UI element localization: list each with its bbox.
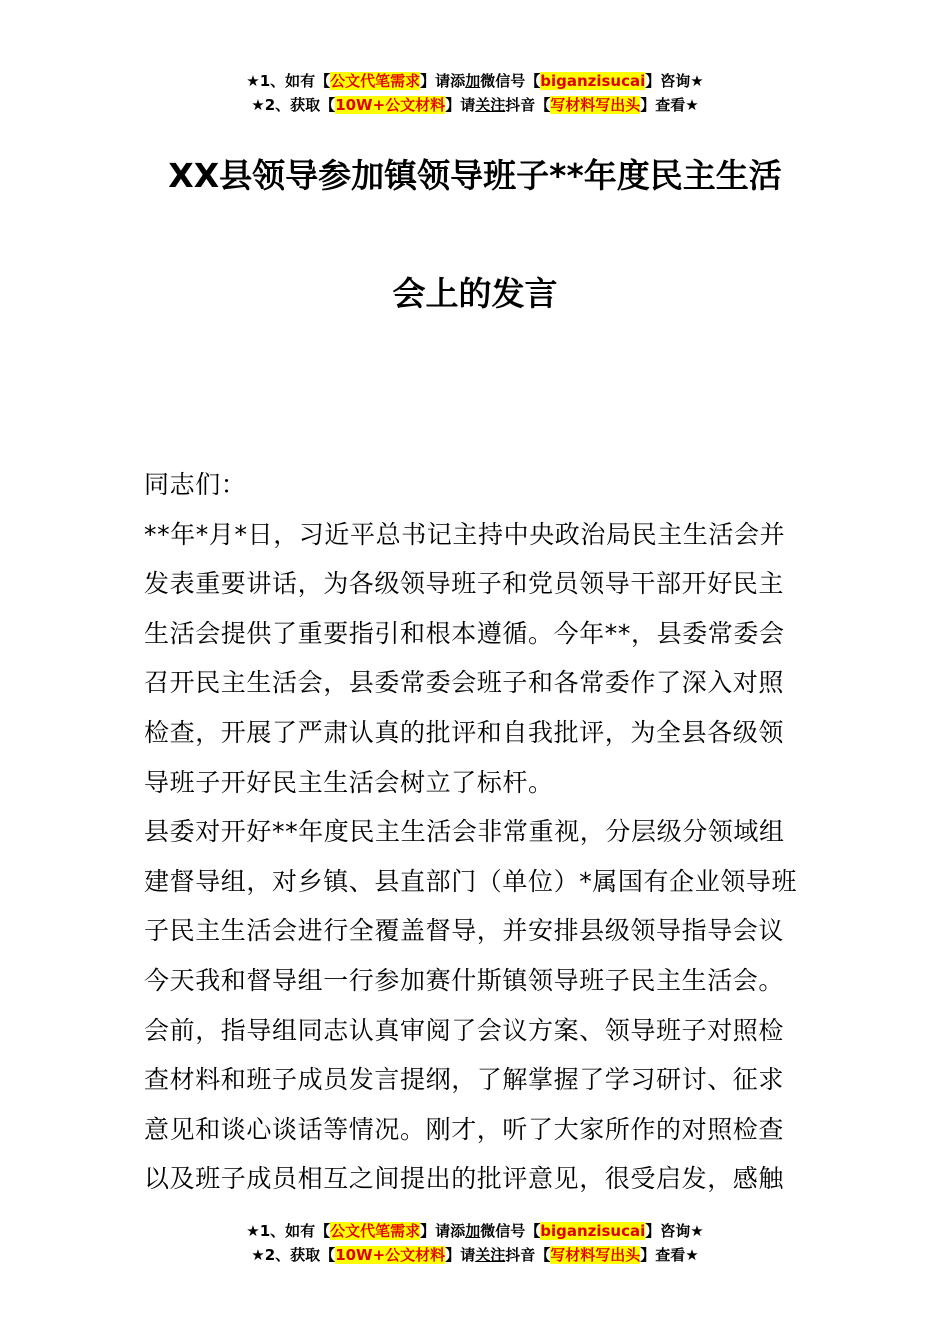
promo-highlight: biganzisucai: [540, 1222, 646, 1240]
promo-underline: 加: [465, 72, 481, 90]
promo-text: 微信号【: [480, 1222, 541, 1240]
body-line: 今天我和督导组一行参加赛什斯镇领导班子民主生活会。: [144, 965, 785, 995]
body-line: 会前，指导组同志认真审阅了会议方案、领导班子对照检: [144, 1015, 785, 1045]
promo-text: ★2、获取【: [251, 96, 336, 114]
promo-underline: 加: [465, 1222, 481, 1240]
promo-text: 】查看★: [640, 96, 699, 114]
body-line: 子民主生活会进行全覆盖督导，并安排县级领导指导会议: [144, 916, 785, 946]
promo-line-2: [0, 93, 950, 117]
promo-highlight: 10W+公文材料: [335, 1246, 446, 1264]
promo-text: 】咨询★: [645, 1222, 704, 1240]
document-body: [144, 460, 810, 1204]
promo-text: ★1、如有【: [246, 72, 331, 90]
promo-underline: 关注: [475, 1246, 506, 1264]
promo-highlight: 公文代笔需求: [330, 72, 421, 90]
promo-text: 微信号【: [480, 72, 541, 90]
document-title-line-2: 会上的发言: [392, 274, 558, 313]
promo-text: ★1、如有【: [246, 1222, 331, 1240]
promo-line-1: [0, 69, 950, 93]
promo-highlight: 写材料写出头: [550, 1246, 641, 1264]
promo-text: ★2、获取【: [251, 1246, 336, 1264]
body-line: 查材料和班子成员发言提纲，了解掌握了学习研讨、征求: [144, 1065, 785, 1095]
salutation: 同志们：: [144, 470, 247, 499]
body-line: 以及班子成员相互之间提出的批评意见，很受启发，感触: [144, 1164, 785, 1194]
promo-line-2: [0, 1243, 950, 1267]
body-line: 检查，开展了严肃认真的批评和自我批评，为全县各级领: [144, 717, 785, 747]
promo-text: 】请添: [420, 72, 466, 90]
promo-highlight: 10W+公文材料: [335, 96, 446, 114]
promo-text: 】请: [445, 96, 476, 114]
promo-line-1: [0, 1219, 950, 1243]
body-line: 导班子开好民主生活会树立了标杆。: [144, 767, 554, 797]
promo-highlight: 写材料写出头: [550, 96, 641, 114]
promo-text: 】咨询★: [645, 72, 704, 90]
document-title-line-1: XX县领导参加镇领导班子**年度民主生活: [168, 156, 782, 195]
promo-text: 抖音【: [505, 96, 551, 114]
body-line: 发表重要讲话，为各级领导班子和党员领导干部开好民主: [144, 569, 785, 599]
promo-underline: 关注: [475, 96, 506, 114]
promo-text: 】查看★: [640, 1246, 699, 1264]
body-line: **年*月*日，习近平总书记主持中央政治局民主生活会并: [144, 519, 786, 549]
body-line: 县委对开好**年度民主生活会非常重视，分层级分领域组: [144, 817, 785, 847]
body-line: 意见和谈心谈话等情况。刚才，听了大家所作的对照检查: [144, 1114, 785, 1144]
promo-highlight: 公文代笔需求: [330, 1222, 421, 1240]
body-line: 建督导组，对乡镇、县直部门（单位）*属国有企业领导班: [144, 866, 798, 896]
promo-text: 】请添: [420, 1222, 466, 1240]
promo-text: 抖音【: [505, 1246, 551, 1264]
promo-text: 】请: [445, 1246, 476, 1264]
promo-highlight: biganzisucai: [540, 72, 646, 90]
promo-header: [0, 69, 950, 117]
body-line: 召开民主生活会，县委常委会班子和各常委作了深入对照: [144, 668, 785, 698]
promo-footer: [0, 1219, 950, 1267]
body-line: 生活会提供了重要指引和根本遵循。今年**，县委常委会: [144, 618, 785, 648]
